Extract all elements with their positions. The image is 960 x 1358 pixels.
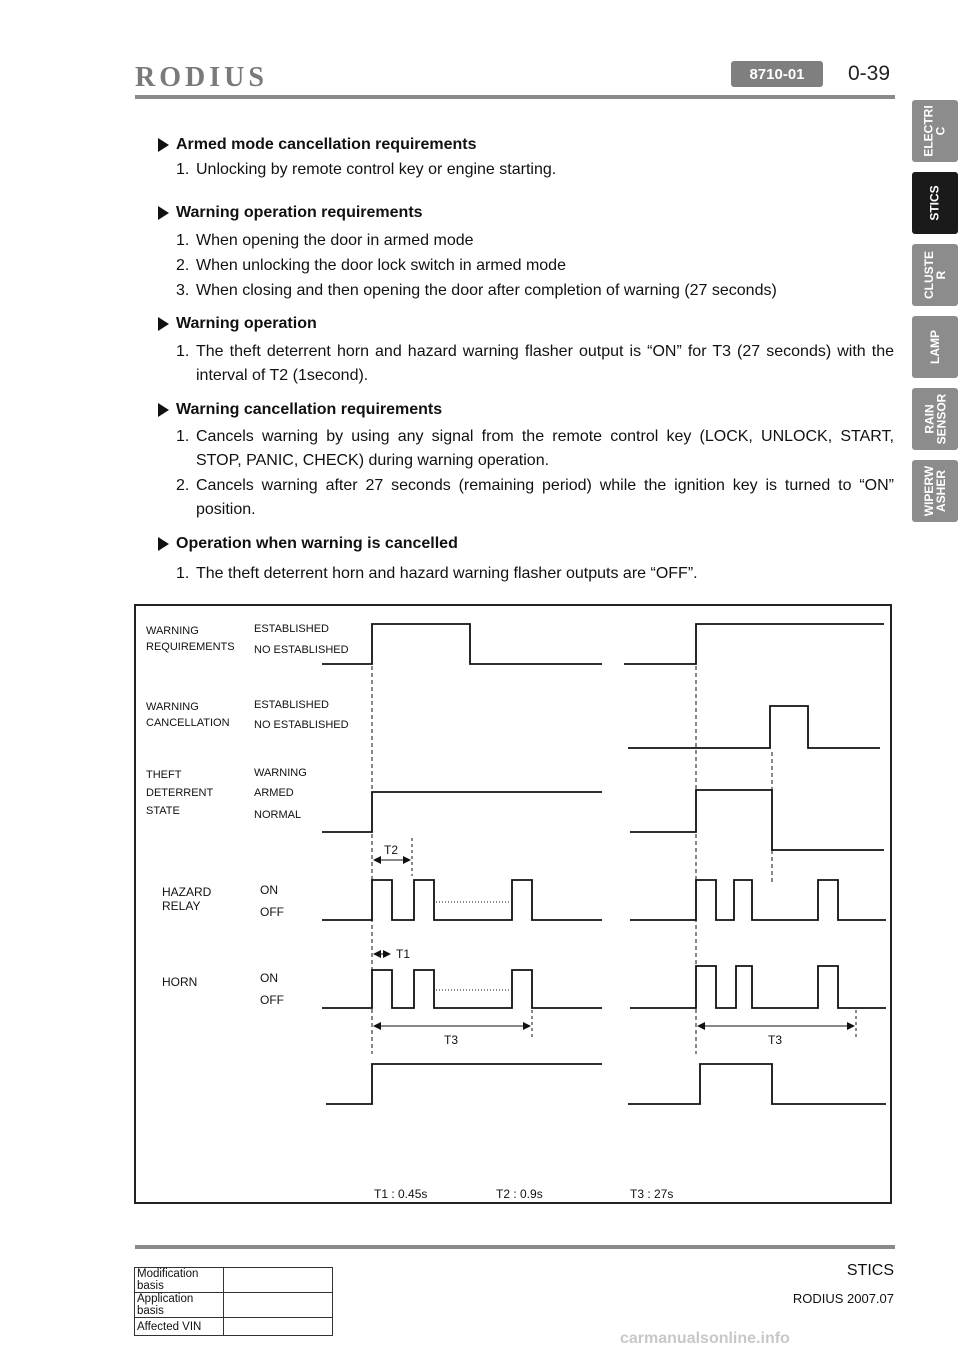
section-heading	[158, 136, 477, 154]
list-item	[176, 158, 894, 182]
state-label: OFF	[260, 905, 284, 919]
watermark: carmanualsonline.info	[620, 1330, 790, 1347]
item-number: 1.	[176, 232, 190, 249]
footer-model: RODIUS 2007.07	[792, 1291, 894, 1306]
item-text: When unlocking the door lock switch in armed mode	[196, 257, 566, 274]
waveform-output-right	[628, 1064, 886, 1104]
heading-text: Warning operation	[176, 315, 317, 332]
table-cell-label: Modification basis	[135, 1268, 224, 1293]
timing-diagram	[134, 604, 892, 1204]
modification-table	[134, 1267, 333, 1336]
tab-electric[interactable]	[912, 100, 958, 162]
section-heading	[158, 535, 458, 553]
section-heading	[158, 315, 317, 333]
bullet-triangle-icon	[158, 206, 169, 220]
item-text: The theft deterrent horn and hazard warning flasher output is “ON” for T3 (27 seconds) with the interval of T2 (1second).	[196, 343, 894, 384]
row-label: STATE	[146, 805, 180, 817]
list-item	[176, 425, 894, 473]
timing-diagram-svg	[136, 606, 890, 1202]
list-item	[176, 474, 894, 522]
bullet-triangle-icon	[158, 537, 169, 551]
legend-t3: T3 : 27s	[630, 1187, 674, 1201]
heading-text: Warning operation requirements	[176, 204, 423, 221]
bullet-triangle-icon	[158, 403, 169, 417]
list-item	[176, 254, 894, 278]
item-text: Unlocking by remote control key or engine starting.	[196, 161, 557, 178]
table-cell-value	[224, 1318, 333, 1336]
state-label: ESTABLISHED	[254, 699, 329, 711]
section-heading	[158, 401, 442, 419]
tab-label: RAIN SENSOR	[922, 393, 948, 445]
footer-section: STICS	[846, 1262, 894, 1279]
state-label: OFF	[260, 993, 284, 1007]
item-number: 1.	[176, 565, 190, 582]
heading-text: Operation when warning is cancelled	[176, 535, 458, 552]
item-text: The theft deterrent horn and hazard warning flasher outputs are “OFF”.	[196, 565, 698, 582]
item-number: 2.	[176, 257, 190, 274]
waveform-hazard-relay-right	[630, 880, 886, 920]
row-label: REQUIREMENTS	[146, 641, 235, 653]
row-label: HORN	[162, 975, 198, 989]
tab-stics[interactable]	[912, 172, 958, 234]
list-item	[176, 562, 894, 586]
row-label: HAZARD	[162, 885, 212, 899]
item-text: When closing and then opening the door after completion of warning (27 seconds)	[196, 282, 777, 299]
tab-label: WIPERW ASHER	[922, 465, 949, 517]
item-number: 1.	[176, 343, 190, 360]
list-item	[176, 229, 894, 253]
heading-text: Armed mode cancellation requirements	[176, 136, 477, 153]
item-text: Cancels warning after 27 seconds (remaining period) while the ignition key is turned to “ON” position.	[196, 477, 894, 518]
legend-t2: T2 : 0.9s	[496, 1187, 543, 1201]
item-text: When opening the door in armed mode	[196, 232, 474, 249]
table-row	[135, 1268, 333, 1293]
state-label: ARMED	[254, 787, 294, 799]
header-divider	[135, 95, 895, 99]
list-item	[176, 279, 894, 303]
tab-rain-sensor[interactable]	[912, 388, 958, 450]
tab-cluster[interactable]	[912, 244, 958, 306]
item-text: Cancels warning by using any signal from the remote control key (LOCK, UNLOCK, START, STOP, PANIC, CHECK) during warning operation.	[196, 428, 894, 469]
table-row	[135, 1293, 333, 1318]
state-label: ON	[260, 971, 278, 985]
item-number: 1.	[176, 161, 190, 178]
state-label: NO ESTABLISHED	[254, 719, 349, 731]
tab-label: LAMP	[928, 330, 942, 364]
waveform-theft-state-right	[630, 790, 884, 850]
t3-marker-label: T3	[768, 1033, 783, 1047]
row-label: CANCELLATION	[146, 717, 230, 729]
state-label: NO ESTABLISHED	[254, 644, 349, 656]
waveform-warning-cancellation	[628, 706, 880, 748]
row-label: WARNING	[146, 701, 199, 713]
page-number: 0-39	[848, 62, 891, 85]
waveform-hazard-relay-left	[322, 880, 602, 920]
waveform-output-left	[326, 1064, 602, 1104]
item-number: 1.	[176, 428, 190, 445]
t2-marker-label: T2	[384, 843, 399, 857]
waveform-horn-left	[322, 970, 602, 1008]
state-label: NORMAL	[254, 809, 302, 821]
tab-wiper-washer[interactable]	[912, 460, 958, 522]
row-label: RELAY	[162, 899, 201, 913]
table-cell-value	[224, 1268, 333, 1293]
table-row	[135, 1318, 333, 1336]
heading-text: Warning cancellation requirements	[176, 401, 443, 418]
table-cell-label: Affected VIN	[135, 1318, 224, 1336]
row-label: WARNING	[146, 625, 199, 637]
tab-label: CLUSTE R	[922, 251, 948, 299]
state-label: ON	[260, 883, 278, 897]
section-heading	[158, 204, 423, 222]
table-cell-label: Application basis	[135, 1293, 224, 1318]
row-label: THEFT	[146, 769, 182, 781]
waveform-horn-right	[630, 966, 886, 1008]
bullet-triangle-icon	[158, 138, 169, 152]
state-label: ESTABLISHED	[254, 623, 329, 635]
table-cell-value	[224, 1293, 333, 1318]
bullet-triangle-icon	[158, 317, 169, 331]
waveform-warning-requirements-right	[624, 624, 884, 664]
item-number: 3.	[176, 282, 190, 299]
item-number: 2.	[176, 477, 190, 494]
t3-marker-label: T3	[444, 1033, 459, 1047]
tab-label: STICS	[928, 185, 942, 221]
footer-divider	[135, 1245, 895, 1249]
row-label: DETERRENT	[146, 787, 214, 799]
waveform-theft-state-left	[322, 792, 602, 832]
section-code-badge: 8710-01	[731, 61, 823, 87]
t1-marker-label: T1	[396, 947, 411, 961]
legend-t1: T1 : 0.45s	[374, 1187, 428, 1201]
tab-label: ELECTRI C	[922, 105, 948, 157]
tab-lamp[interactable]	[912, 316, 958, 378]
list-item	[176, 340, 894, 388]
waveform-warning-requirements-left	[322, 624, 602, 664]
state-label: WARNING	[254, 767, 307, 779]
brand-logo: RODIUS	[135, 62, 268, 93]
